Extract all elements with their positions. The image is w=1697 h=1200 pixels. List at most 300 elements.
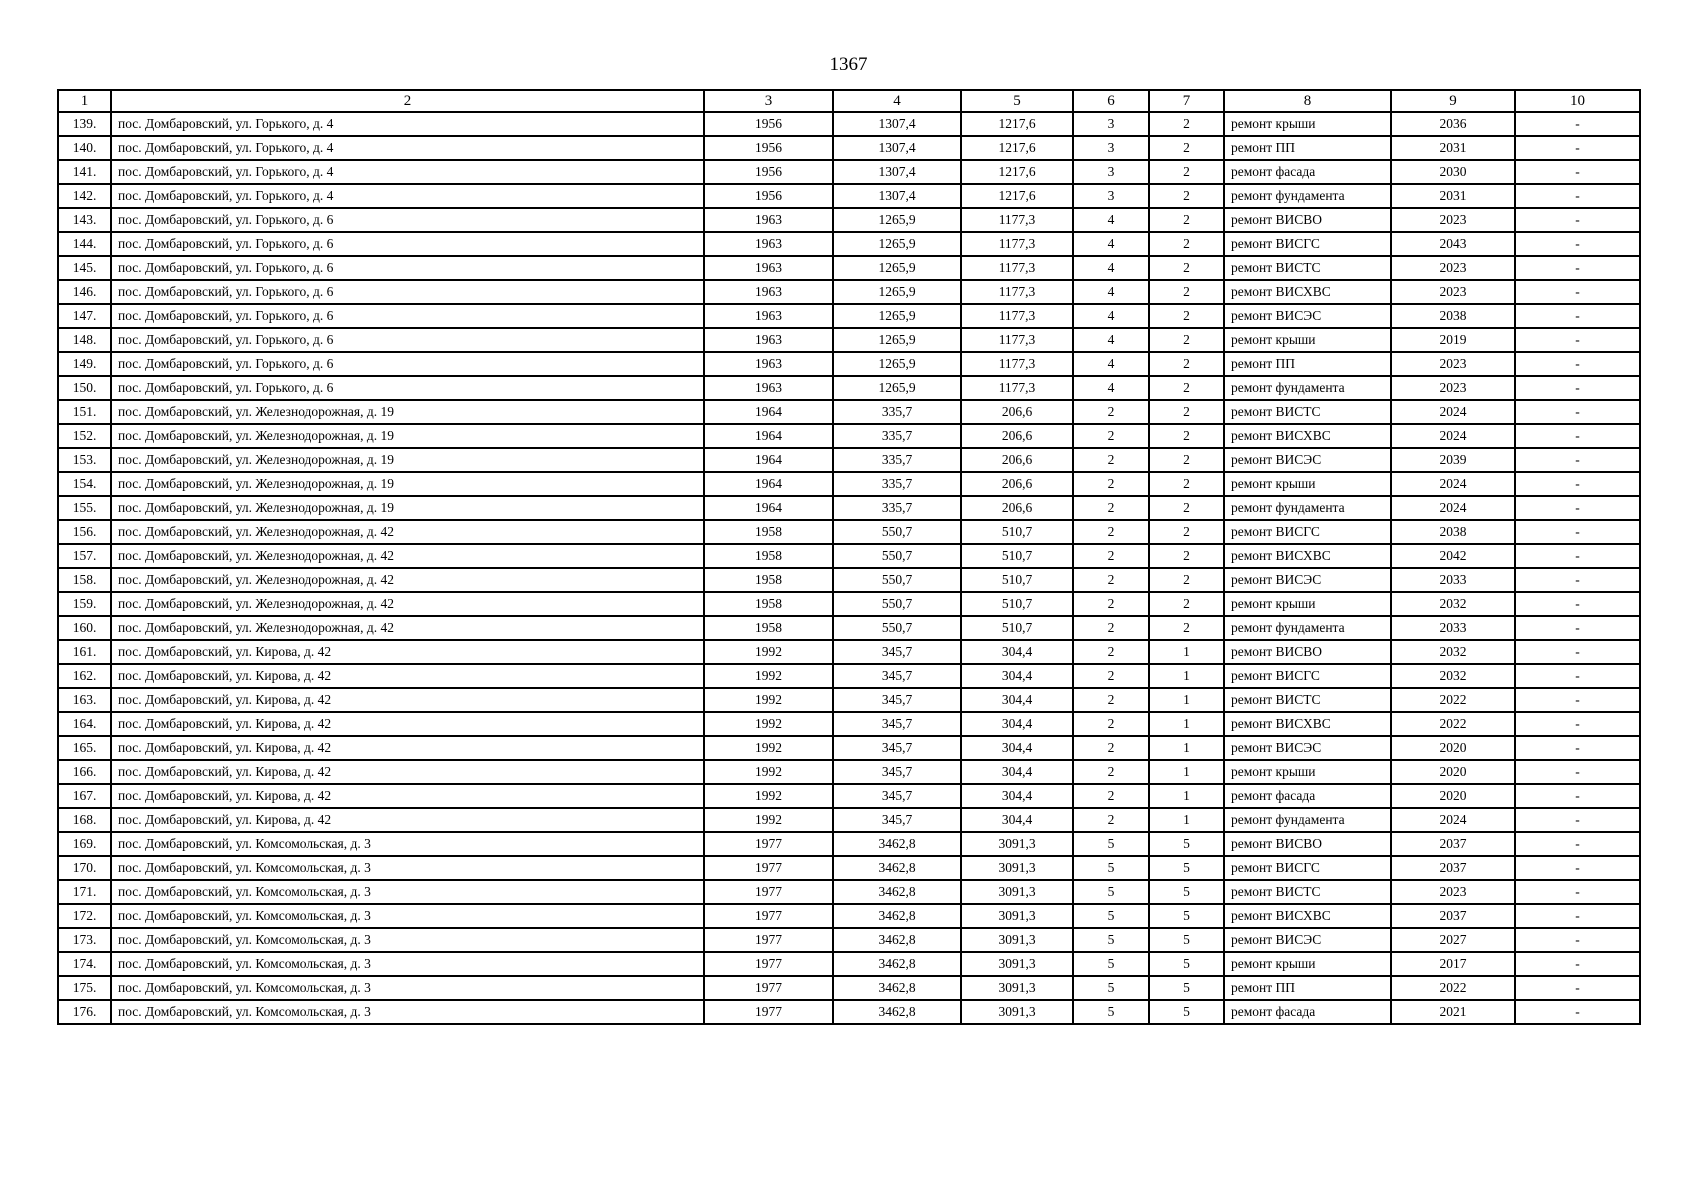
total-area-cell: 1307,4 — [833, 184, 961, 208]
repair-type-cell: ремонт ПП — [1224, 136, 1391, 160]
entrances-cell: 2 — [1149, 208, 1224, 232]
repair-type-cell: ремонт фундамента — [1224, 376, 1391, 400]
floors-cell: 4 — [1073, 208, 1149, 232]
year-built-cell: 1963 — [704, 328, 833, 352]
repair-type-cell: ремонт ВИСХВС — [1224, 424, 1391, 448]
row-number-cell: 165. — [58, 736, 111, 760]
address-cell: пос. Домбаровский, ул. Железнодорожная, д. 19 — [111, 448, 704, 472]
table-row — [58, 208, 1640, 232]
planned-year-cell: 2022 — [1391, 712, 1515, 736]
table-row — [58, 664, 1640, 688]
table-row — [58, 616, 1640, 640]
residential-area-cell: 3091,3 — [961, 904, 1073, 928]
table-row — [58, 880, 1640, 904]
floors-cell: 2 — [1073, 664, 1149, 688]
address-cell: пос. Домбаровский, ул. Кирова, д. 42 — [111, 664, 704, 688]
total-area-cell: 1307,4 — [833, 160, 961, 184]
entrances-cell: 2 — [1149, 592, 1224, 616]
entrances-cell: 2 — [1149, 232, 1224, 256]
residential-area-cell: 1217,6 — [961, 136, 1073, 160]
residential-area-cell: 3091,3 — [961, 1000, 1073, 1024]
year-built-cell: 1956 — [704, 112, 833, 136]
table-row — [58, 424, 1640, 448]
residential-area-cell: 206,6 — [961, 448, 1073, 472]
entrances-cell: 2 — [1149, 352, 1224, 376]
column-header-1: 1 — [58, 90, 111, 112]
residential-area-cell: 1177,3 — [961, 280, 1073, 304]
table-row — [58, 592, 1640, 616]
planned-year-cell: 2033 — [1391, 568, 1515, 592]
address-cell: пос. Домбаровский, ул. Горького, д. 6 — [111, 232, 704, 256]
address-cell: пос. Домбаровский, ул. Комсомольская, д. 3 — [111, 832, 704, 856]
table-row — [58, 688, 1640, 712]
table-row — [58, 448, 1640, 472]
note-cell: - — [1515, 784, 1640, 808]
capital-repair-table — [57, 89, 1641, 1025]
table-row — [58, 1000, 1640, 1024]
address-cell: пос. Домбаровский, ул. Железнодорожная, д. 42 — [111, 568, 704, 592]
table-body — [58, 112, 1640, 1024]
address-cell: пос. Домбаровский, ул. Кирова, д. 42 — [111, 688, 704, 712]
note-cell: - — [1515, 496, 1640, 520]
entrances-cell: 5 — [1149, 856, 1224, 880]
total-area-cell: 335,7 — [833, 496, 961, 520]
residential-area-cell: 1177,3 — [961, 256, 1073, 280]
column-header-6: 6 — [1073, 90, 1149, 112]
address-cell: пос. Домбаровский, ул. Железнодорожная, д. 19 — [111, 496, 704, 520]
residential-area-cell: 304,4 — [961, 784, 1073, 808]
row-number-cell: 167. — [58, 784, 111, 808]
total-area-cell: 345,7 — [833, 808, 961, 832]
year-built-cell: 1992 — [704, 664, 833, 688]
planned-year-cell: 2042 — [1391, 544, 1515, 568]
entrances-cell: 2 — [1149, 376, 1224, 400]
residential-area-cell: 304,4 — [961, 760, 1073, 784]
address-cell: пос. Домбаровский, ул. Железнодорожная, д. 42 — [111, 616, 704, 640]
repair-type-cell: ремонт фундамента — [1224, 808, 1391, 832]
total-area-cell: 1265,9 — [833, 376, 961, 400]
planned-year-cell: 2019 — [1391, 328, 1515, 352]
residential-area-cell: 1177,3 — [961, 376, 1073, 400]
row-number-cell: 170. — [58, 856, 111, 880]
entrances-cell: 2 — [1149, 472, 1224, 496]
row-number-cell: 152. — [58, 424, 111, 448]
year-built-cell: 1958 — [704, 520, 833, 544]
total-area-cell: 345,7 — [833, 664, 961, 688]
floors-cell: 4 — [1073, 280, 1149, 304]
repair-type-cell: ремонт ВИСЭС — [1224, 568, 1391, 592]
entrances-cell: 2 — [1149, 184, 1224, 208]
entrances-cell: 2 — [1149, 256, 1224, 280]
year-built-cell: 1977 — [704, 832, 833, 856]
row-number-cell: 169. — [58, 832, 111, 856]
entrances-cell: 1 — [1149, 784, 1224, 808]
floors-cell: 5 — [1073, 856, 1149, 880]
note-cell: - — [1515, 664, 1640, 688]
table-row — [58, 544, 1640, 568]
repair-type-cell: ремонт крыши — [1224, 472, 1391, 496]
total-area-cell: 3462,8 — [833, 1000, 961, 1024]
note-cell: - — [1515, 976, 1640, 1000]
total-area-cell: 3462,8 — [833, 904, 961, 928]
table-row — [58, 352, 1640, 376]
floors-cell: 3 — [1073, 112, 1149, 136]
residential-area-cell: 1177,3 — [961, 304, 1073, 328]
note-cell: - — [1515, 208, 1640, 232]
column-header-4: 4 — [833, 90, 961, 112]
table-row — [58, 328, 1640, 352]
table-row — [58, 136, 1640, 160]
repair-type-cell: ремонт крыши — [1224, 592, 1391, 616]
floors-cell: 2 — [1073, 784, 1149, 808]
entrances-cell: 2 — [1149, 280, 1224, 304]
row-number-cell: 154. — [58, 472, 111, 496]
note-cell: - — [1515, 592, 1640, 616]
year-built-cell: 1958 — [704, 592, 833, 616]
repair-type-cell: ремонт крыши — [1224, 952, 1391, 976]
column-header-8: 8 — [1224, 90, 1391, 112]
address-cell: пос. Домбаровский, ул. Комсомольская, д. 3 — [111, 928, 704, 952]
planned-year-cell: 2037 — [1391, 856, 1515, 880]
planned-year-cell: 2024 — [1391, 472, 1515, 496]
entrances-cell: 2 — [1149, 112, 1224, 136]
table-row — [58, 520, 1640, 544]
residential-area-cell: 206,6 — [961, 424, 1073, 448]
year-built-cell: 1956 — [704, 160, 833, 184]
residential-area-cell: 1217,6 — [961, 112, 1073, 136]
row-number-cell: 159. — [58, 592, 111, 616]
column-header-2: 2 — [111, 90, 704, 112]
note-cell: - — [1515, 640, 1640, 664]
entrances-cell: 2 — [1149, 520, 1224, 544]
residential-area-cell: 1177,3 — [961, 208, 1073, 232]
planned-year-cell: 2039 — [1391, 448, 1515, 472]
floors-cell: 2 — [1073, 688, 1149, 712]
note-cell: - — [1515, 736, 1640, 760]
total-area-cell: 1265,9 — [833, 208, 961, 232]
repair-type-cell: ремонт ВИСЭС — [1224, 736, 1391, 760]
entrances-cell: 5 — [1149, 928, 1224, 952]
total-area-cell: 1307,4 — [833, 112, 961, 136]
residential-area-cell: 304,4 — [961, 640, 1073, 664]
entrances-cell: 5 — [1149, 832, 1224, 856]
year-built-cell: 1963 — [704, 304, 833, 328]
planned-year-cell: 2031 — [1391, 136, 1515, 160]
planned-year-cell: 2024 — [1391, 400, 1515, 424]
address-cell: пос. Домбаровский, ул. Комсомольская, д. 3 — [111, 976, 704, 1000]
row-number-cell: 171. — [58, 880, 111, 904]
row-number-cell: 146. — [58, 280, 111, 304]
row-number-cell: 160. — [58, 616, 111, 640]
year-built-cell: 1963 — [704, 208, 833, 232]
total-area-cell: 1265,9 — [833, 232, 961, 256]
repair-type-cell: ремонт крыши — [1224, 112, 1391, 136]
total-area-cell: 1265,9 — [833, 256, 961, 280]
total-area-cell: 345,7 — [833, 640, 961, 664]
entrances-cell: 2 — [1149, 568, 1224, 592]
note-cell: - — [1515, 760, 1640, 784]
row-number-cell: 164. — [58, 712, 111, 736]
column-header-7: 7 — [1149, 90, 1224, 112]
row-number-cell: 140. — [58, 136, 111, 160]
planned-year-cell: 2023 — [1391, 256, 1515, 280]
entrances-cell: 2 — [1149, 304, 1224, 328]
table-row — [58, 112, 1640, 136]
table-row — [58, 976, 1640, 1000]
address-cell: пос. Домбаровский, ул. Железнодорожная, д. 19 — [111, 424, 704, 448]
floors-cell: 3 — [1073, 160, 1149, 184]
table-row — [58, 640, 1640, 664]
total-area-cell: 3462,8 — [833, 880, 961, 904]
table-row — [58, 928, 1640, 952]
row-number-cell: 153. — [58, 448, 111, 472]
note-cell: - — [1515, 616, 1640, 640]
entrances-cell: 5 — [1149, 904, 1224, 928]
residential-area-cell: 3091,3 — [961, 952, 1073, 976]
table-row — [58, 832, 1640, 856]
residential-area-cell: 510,7 — [961, 616, 1073, 640]
floors-cell: 2 — [1073, 808, 1149, 832]
table-row — [58, 952, 1640, 976]
note-cell: - — [1515, 1000, 1640, 1024]
entrances-cell: 5 — [1149, 1000, 1224, 1024]
year-built-cell: 1964 — [704, 400, 833, 424]
address-cell: пос. Домбаровский, ул. Комсомольская, д. 3 — [111, 952, 704, 976]
residential-area-cell: 3091,3 — [961, 880, 1073, 904]
repair-type-cell: ремонт фундамента — [1224, 496, 1391, 520]
residential-area-cell: 1177,3 — [961, 232, 1073, 256]
note-cell: - — [1515, 832, 1640, 856]
row-number-cell: 172. — [58, 904, 111, 928]
address-cell: пос. Домбаровский, ул. Железнодорожная, д. 42 — [111, 592, 704, 616]
table-row — [58, 160, 1640, 184]
residential-area-cell: 1177,3 — [961, 352, 1073, 376]
entrances-cell: 2 — [1149, 424, 1224, 448]
table-row — [58, 904, 1640, 928]
residential-area-cell: 3091,3 — [961, 928, 1073, 952]
year-built-cell: 1977 — [704, 856, 833, 880]
repair-type-cell: ремонт ВИСГС — [1224, 232, 1391, 256]
row-number-cell: 144. — [58, 232, 111, 256]
table-row — [58, 280, 1640, 304]
note-cell: - — [1515, 568, 1640, 592]
year-built-cell: 1977 — [704, 952, 833, 976]
total-area-cell: 335,7 — [833, 400, 961, 424]
total-area-cell: 550,7 — [833, 592, 961, 616]
total-area-cell: 1265,9 — [833, 304, 961, 328]
table-row — [58, 400, 1640, 424]
repair-type-cell: ремонт ВИСТС — [1224, 880, 1391, 904]
planned-year-cell: 2023 — [1391, 376, 1515, 400]
year-built-cell: 1977 — [704, 880, 833, 904]
entrances-cell: 1 — [1149, 760, 1224, 784]
note-cell: - — [1515, 424, 1640, 448]
entrances-cell: 2 — [1149, 616, 1224, 640]
note-cell: - — [1515, 544, 1640, 568]
planned-year-cell: 2023 — [1391, 280, 1515, 304]
floors-cell: 2 — [1073, 616, 1149, 640]
column-header-5: 5 — [961, 90, 1073, 112]
residential-area-cell: 510,7 — [961, 520, 1073, 544]
address-cell: пос. Домбаровский, ул. Горького, д. 6 — [111, 256, 704, 280]
table-row — [58, 736, 1640, 760]
year-built-cell: 1992 — [704, 640, 833, 664]
note-cell: - — [1515, 256, 1640, 280]
address-cell: пос. Домбаровский, ул. Горького, д. 4 — [111, 112, 704, 136]
floors-cell: 2 — [1073, 592, 1149, 616]
planned-year-cell: 2027 — [1391, 928, 1515, 952]
row-number-cell: 150. — [58, 376, 111, 400]
floors-cell: 2 — [1073, 712, 1149, 736]
planned-year-cell: 2032 — [1391, 664, 1515, 688]
address-cell: пос. Домбаровский, ул. Железнодорожная, д. 42 — [111, 520, 704, 544]
table-row — [58, 712, 1640, 736]
residential-area-cell: 3091,3 — [961, 856, 1073, 880]
total-area-cell: 3462,8 — [833, 952, 961, 976]
note-cell: - — [1515, 688, 1640, 712]
total-area-cell: 550,7 — [833, 544, 961, 568]
floors-cell: 4 — [1073, 352, 1149, 376]
row-number-cell: 163. — [58, 688, 111, 712]
repair-type-cell: ремонт фасада — [1224, 160, 1391, 184]
repair-type-cell: ремонт ВИСЭС — [1224, 304, 1391, 328]
note-cell: - — [1515, 808, 1640, 832]
repair-type-cell: ремонт фасада — [1224, 1000, 1391, 1024]
floors-cell: 5 — [1073, 928, 1149, 952]
floors-cell: 2 — [1073, 520, 1149, 544]
note-cell: - — [1515, 448, 1640, 472]
row-number-cell: 156. — [58, 520, 111, 544]
year-built-cell: 1958 — [704, 616, 833, 640]
repair-type-cell: ремонт ВИСГС — [1224, 520, 1391, 544]
total-area-cell: 345,7 — [833, 712, 961, 736]
row-number-cell: 161. — [58, 640, 111, 664]
residential-area-cell: 1217,6 — [961, 184, 1073, 208]
entrances-cell: 5 — [1149, 952, 1224, 976]
address-cell: пос. Домбаровский, ул. Кирова, д. 42 — [111, 640, 704, 664]
total-area-cell: 550,7 — [833, 568, 961, 592]
address-cell: пос. Домбаровский, ул. Кирова, д. 42 — [111, 712, 704, 736]
planned-year-cell: 2023 — [1391, 352, 1515, 376]
row-number-cell: 149. — [58, 352, 111, 376]
address-cell: пос. Домбаровский, ул. Кирова, д. 42 — [111, 808, 704, 832]
total-area-cell: 550,7 — [833, 616, 961, 640]
note-cell: - — [1515, 928, 1640, 952]
floors-cell: 4 — [1073, 256, 1149, 280]
residential-area-cell: 206,6 — [961, 400, 1073, 424]
entrances-cell: 2 — [1149, 448, 1224, 472]
repair-type-cell: ремонт ВИСХВС — [1224, 712, 1391, 736]
entrances-cell: 2 — [1149, 496, 1224, 520]
planned-year-cell: 2037 — [1391, 832, 1515, 856]
repair-type-cell: ремонт ВИСЭС — [1224, 448, 1391, 472]
address-cell: пос. Домбаровский, ул. Комсомольская, д. 3 — [111, 904, 704, 928]
year-built-cell: 1992 — [704, 760, 833, 784]
residential-area-cell: 1217,6 — [961, 160, 1073, 184]
table-row — [58, 760, 1640, 784]
planned-year-cell: 2032 — [1391, 640, 1515, 664]
floors-cell: 5 — [1073, 880, 1149, 904]
address-cell: пос. Домбаровский, ул. Горького, д. 6 — [111, 352, 704, 376]
year-built-cell: 1992 — [704, 712, 833, 736]
planned-year-cell: 2032 — [1391, 592, 1515, 616]
residential-area-cell: 510,7 — [961, 592, 1073, 616]
repair-type-cell: ремонт ПП — [1224, 352, 1391, 376]
total-area-cell: 335,7 — [833, 424, 961, 448]
row-number-cell: 155. — [58, 496, 111, 520]
column-header-3: 3 — [704, 90, 833, 112]
table-row — [58, 184, 1640, 208]
residential-area-cell: 3091,3 — [961, 832, 1073, 856]
total-area-cell: 1265,9 — [833, 280, 961, 304]
table-row — [58, 232, 1640, 256]
note-cell: - — [1515, 400, 1640, 424]
year-built-cell: 1958 — [704, 544, 833, 568]
entrances-cell: 2 — [1149, 544, 1224, 568]
year-built-cell: 1964 — [704, 424, 833, 448]
repair-type-cell: ремонт ВИСТС — [1224, 688, 1391, 712]
repair-type-cell: ремонт ВИСХВС — [1224, 280, 1391, 304]
year-built-cell: 1963 — [704, 352, 833, 376]
floors-cell: 4 — [1073, 328, 1149, 352]
year-built-cell: 1963 — [704, 376, 833, 400]
residential-area-cell: 304,4 — [961, 736, 1073, 760]
floors-cell: 2 — [1073, 496, 1149, 520]
note-cell: - — [1515, 280, 1640, 304]
total-area-cell: 3462,8 — [833, 832, 961, 856]
planned-year-cell: 2023 — [1391, 880, 1515, 904]
floors-cell: 2 — [1073, 760, 1149, 784]
note-cell: - — [1515, 880, 1640, 904]
year-built-cell: 1992 — [704, 808, 833, 832]
repair-type-cell: ремонт ВИСТС — [1224, 400, 1391, 424]
repair-type-cell: ремонт ВИСХВС — [1224, 904, 1391, 928]
floors-cell: 2 — [1073, 544, 1149, 568]
total-area-cell: 345,7 — [833, 688, 961, 712]
entrances-cell: 2 — [1149, 160, 1224, 184]
floors-cell: 5 — [1073, 1000, 1149, 1024]
year-built-cell: 1963 — [704, 232, 833, 256]
address-cell: пос. Домбаровский, ул. Железнодорожная, д. 42 — [111, 544, 704, 568]
note-cell: - — [1515, 304, 1640, 328]
entrances-cell: 1 — [1149, 808, 1224, 832]
floors-cell: 3 — [1073, 184, 1149, 208]
year-built-cell: 1992 — [704, 736, 833, 760]
floors-cell: 4 — [1073, 232, 1149, 256]
planned-year-cell: 2023 — [1391, 208, 1515, 232]
floors-cell: 2 — [1073, 424, 1149, 448]
address-cell: пос. Домбаровский, ул. Горького, д. 6 — [111, 304, 704, 328]
table-row — [58, 808, 1640, 832]
table-row — [58, 256, 1640, 280]
year-built-cell: 1964 — [704, 472, 833, 496]
repair-type-cell: ремонт крыши — [1224, 328, 1391, 352]
total-area-cell: 345,7 — [833, 784, 961, 808]
planned-year-cell: 2030 — [1391, 160, 1515, 184]
entrances-cell: 1 — [1149, 736, 1224, 760]
column-header-10: 10 — [1515, 90, 1640, 112]
entrances-cell: 1 — [1149, 688, 1224, 712]
planned-year-cell: 2024 — [1391, 808, 1515, 832]
column-header-9: 9 — [1391, 90, 1515, 112]
note-cell: - — [1515, 232, 1640, 256]
entrances-cell: 1 — [1149, 664, 1224, 688]
floors-cell: 2 — [1073, 472, 1149, 496]
total-area-cell: 1307,4 — [833, 136, 961, 160]
repair-type-cell: ремонт крыши — [1224, 760, 1391, 784]
year-built-cell: 1963 — [704, 256, 833, 280]
repair-type-cell: ремонт ВИСВО — [1224, 832, 1391, 856]
